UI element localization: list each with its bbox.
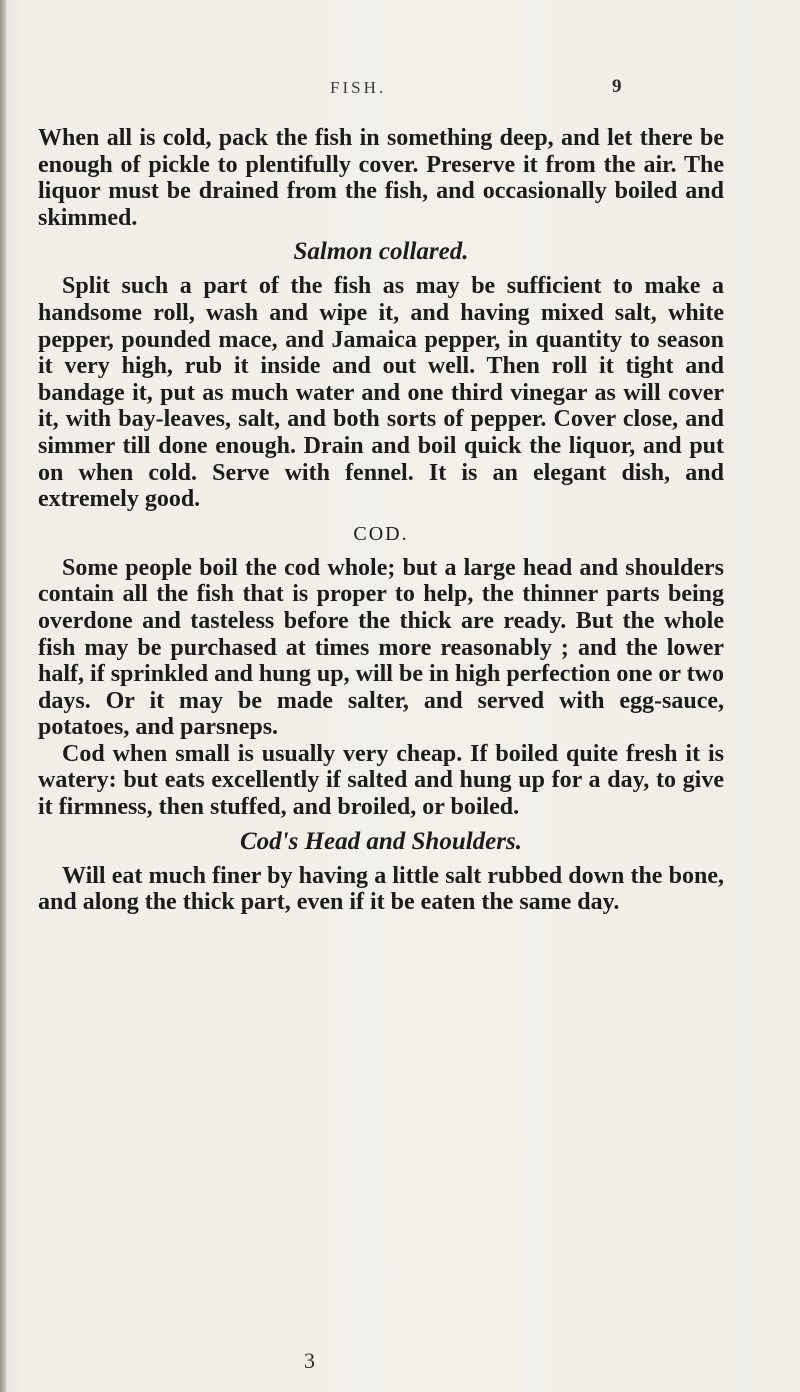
section-heading-cod: COD. xyxy=(353,522,409,545)
page-number: 9 xyxy=(612,76,622,97)
paragraph-cods-head: Will eat much finer by having a little salt rubbed down the bone, and along the thick part, even if it be eaten the same day. xyxy=(38,862,724,916)
section-heading-cods-head: Cod's Head and Shoulders. xyxy=(239,827,522,855)
section-heading-salmon-collared: Salmon collared. xyxy=(293,238,469,266)
running-head: FISH. xyxy=(330,78,387,97)
page-body xyxy=(38,125,724,916)
page-header xyxy=(0,78,800,108)
paragraph-cod-small: Cod when small is usually very cheap. If boiled quite fresh it is watery: but eats excellently if salted and hung up for a day, to give it firmness, then stuffed, and broiled, or boiled. xyxy=(38,740,724,821)
binding-edge xyxy=(0,0,6,1392)
paragraph-salmon-collared: Split such a part of the fish as may be sufficient to make a handsome roll, wash and wipe it, and having mixed salt, white pepper, pounded mace, and Jamaica pepper, in quantity to season it very high, rub it inside and out well. Then roll it tight and bandage it, put as much water and one third vinegar as will cover it, with bay-leaves, salt, and both sorts of pepper. Cover close, and simmer till done enough. Drain and boil quick the liquor, and put on when cold. Serve with fennel. It is an elegant dish, and extremely good. xyxy=(38,273,724,513)
signature-mark: 3 xyxy=(304,1348,315,1373)
paragraph-cod-whole: Some people boil the cod whole; but a large head and shoulders contain all the fish that is proper to help, the thinner parts being overdone and tasteless before the thick are ready. But the whole fish may be purchased at times more reasonably ; and the lower half, if sprinkled and hung up, will be in high perfection one or two days. Or it may be made salter, and served with egg-sauce, potatoes, and parsneps. xyxy=(38,554,724,741)
paragraph-pickle-storage: When all is cold, pack the fish in something deep, and let there be enough of pickle to plentifully cover. Preserve it from the air. The liquor must be drained from the fish, and occasionally boiled and skimmed. xyxy=(38,125,724,231)
